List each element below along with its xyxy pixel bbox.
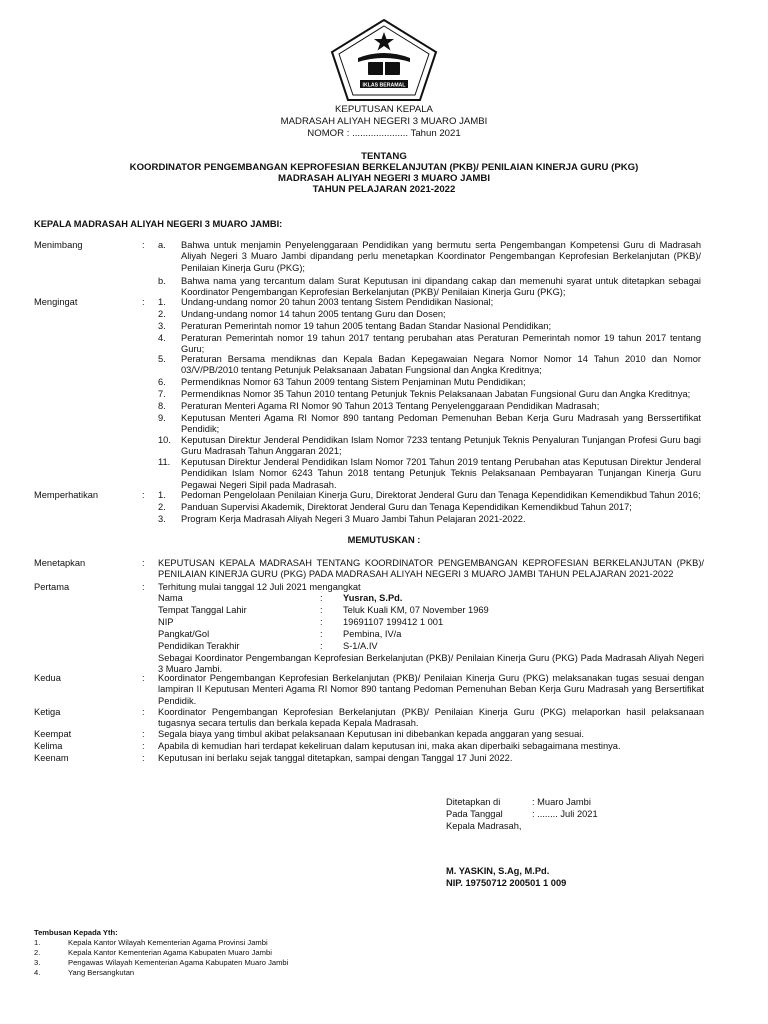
- signer-nip: NIP. 19750712 200501 1 009: [446, 878, 567, 888]
- ketiga-text: Koordinator Pengembangan Keprofesian Berkelanjutan (PKB)/ Penilaian Kinerja Guru (PKG) melaporkan hasil pelaksanaan tugasnya secara tertulis dan berkala kepada Kepala Madrasah.: [158, 707, 704, 729]
- colon: :: [142, 582, 145, 592]
- field-label: Pendidikan Terakhir: [158, 641, 240, 651]
- list-number: 4.: [158, 333, 166, 343]
- mengingat-item: Undang-undang nomor 14 tahun 2005 tentang Guru dan Dosen;: [181, 309, 446, 319]
- mengingat-item: Permendiknas Nomor 35 Tahun 2010 tentang Petunjuk Teknis Pelaksanaan Jabatan Fungsional Guru dan Angka Kreditnya;: [181, 389, 691, 399]
- ketiga-label: Ketiga: [34, 707, 61, 717]
- mengingat-item: Permendiknas Nomor 63 Tahun 2009 tentang Sistem Penjaminan Mutu Pendidikan;: [181, 377, 526, 387]
- colon: :: [142, 753, 145, 763]
- list-number: 1.: [158, 297, 166, 307]
- memperhatikan-item: Panduan Supervisi Akademik, Direktorat Jenderal Guru dan Tenaga Kependidikan Kemendikbud Tahun 2017;: [181, 502, 632, 512]
- list-number: 1.: [158, 490, 166, 500]
- header-line-2: MADRASAH ALIYAH NEGERI 3 MUARO JAMBI: [280, 116, 488, 127]
- colon: :: [320, 641, 323, 651]
- mengingat-item: Peraturan Menteri Agama RI Nomor 90 Tahun 2013 Tentang Penyelenggaraan Pendidikan Madrasah;: [181, 401, 600, 411]
- memutuskan-heading: MEMUTUSKAN :: [347, 535, 421, 545]
- mengingat-item: Keputusan Menteri Agama RI Nomor 890 tantang Pedoman Pemenuhan Beban Kerja Guru Madrasah yang Berssertifikat Pendidik;: [181, 413, 701, 435]
- field-label: Pangkat/Gol: [158, 629, 210, 639]
- list-number: 1.: [34, 938, 41, 947]
- header-line-1: KEPUTUSAN KEPALA: [335, 104, 433, 115]
- list-number: 6.: [158, 377, 166, 387]
- signer-name: M. YASKIN, S.Ag, M.Pd.: [446, 866, 550, 876]
- colon: :: [320, 593, 323, 603]
- field-label: NIP: [158, 617, 174, 627]
- list-number: 2.: [158, 502, 166, 512]
- keempat-text: Segala biaya yang timbul akibat pelaksanaan Keputusan ini dibebankan kepada anggaran yang sesuai.: [158, 729, 584, 739]
- field-value: 19691107 199412 1 001: [343, 617, 444, 627]
- list-number: 2.: [158, 309, 166, 319]
- tanggal-label: Pada Tanggal: [446, 809, 503, 819]
- kelima-text: Apabila di kemudian hari terdapat kekeliruan dalam keputusan ini, maka akan diperbaiki sebagaimana mestinya.: [158, 741, 621, 751]
- memperhatikan-item: Program Kerja Madrasah Aliyah Negeri 3 Muaro Jambi Tahun Pelajaran 2021-2022.: [181, 514, 526, 524]
- list-number: 10.: [158, 435, 171, 445]
- colon: :: [320, 629, 323, 639]
- menimbang-item: Bahwa nama yang tercantum dalam Surat Keputusan ini dipandang cakap dan memenuhi syarat untuk ditetapkan sebagai Koordinator Pengembangan Keprofesian Berkelanjutan (PKB)/ Penilaian Kinerja Guru (PKG);: [181, 276, 701, 298]
- memperhatikan-label: Memperhatikan: [34, 490, 99, 500]
- field-value: Pembina, IV/a: [343, 629, 402, 639]
- mengingat-item: Keputusan Direktur Jenderal Pendidikan Islam Nomor 7201 Tahun 2019 tentang Perubahan atas Keputusan Direktur Jenderal Pendidikan Islam Nomor 6243 Tahun 2018 tentang Petunjuk Teknis Pelaksanaan Pembayaran Tunjangan Kinerja Guru Pegawai Negeri Sipil pada Madrasah.: [181, 457, 701, 490]
- colon: :: [320, 617, 323, 627]
- mengingat-item: Undang-undang nomor 20 tahun 2003 tentang Sistem Pendidikan Nasional;: [181, 297, 494, 307]
- menimbang-label: Menimbang: [34, 240, 83, 250]
- colon: :: [142, 729, 145, 739]
- colon: :: [142, 490, 145, 500]
- mengingat-item: Keputusan Direktur Jenderal Pendidikan Islam Nomor 7233 tentang Petunjuk Teknis Penyaluran Tunjangan Profesi Guru bagi Guru Madrasah Tahun Anggaran 2021;: [181, 435, 701, 457]
- colon: :: [142, 673, 145, 683]
- field-value: S-1/A.IV: [343, 641, 378, 651]
- pentagon-emblem-icon: [328, 18, 440, 102]
- logo-caption: IKLAS BERAMAL: [362, 82, 406, 89]
- ditetapkan-value: : Muaro Jambi: [532, 797, 591, 807]
- list-number: 3.: [34, 958, 41, 967]
- signer-position: Kepala Madrasah,: [446, 821, 522, 831]
- mengingat-item: Peraturan Pemerintah nomor 19 tahun 2005 tentang Badan Standar Nasional Pendidikan;: [181, 321, 552, 331]
- kedua-label: Kedua: [34, 673, 61, 683]
- pertama-outro: Sebagai Koordinator Pengembangan Keprofesian Berkelanjutan (PKB)/ Penilaian Kinerja Guru (PKG) Pada Madrasah Aliyah Negeri 3 Muaro Jambi.: [158, 653, 704, 675]
- title-tentang: TENTANG: [361, 151, 407, 162]
- list-number: 11.: [158, 457, 171, 467]
- kelima-label: Kelima: [34, 741, 63, 751]
- pertama-intro: Terhitung mulai tanggal 12 Juli 2021 mengangkat: [158, 582, 361, 592]
- colon: :: [142, 297, 145, 307]
- menetapkan-label: Menetapkan: [34, 558, 86, 568]
- title-madrasah: MADRASAH ALIYAH NEGERI 3 MUARO JAMBI: [278, 173, 490, 184]
- colon: :: [320, 605, 323, 615]
- memperhatikan-item: Pedoman Pengelolaan Penilaian Kinerja Guru, Direktorat Jenderal Guru dan Tenaga Kependidikan Kemendikbud Tahun 2016;: [181, 490, 701, 500]
- ditetapkan-label: Ditetapkan di: [446, 797, 501, 807]
- list-number: 5.: [158, 354, 166, 364]
- title-year: TAHUN PELAJARAN 2021-2022: [312, 184, 456, 195]
- header-line-3: NOMOR : ..................... Tahun 2021: [307, 128, 461, 139]
- colon: :: [142, 707, 145, 717]
- colon: :: [142, 558, 145, 568]
- tanggal-value: : ........ Juli 2021: [532, 809, 598, 819]
- tembusan-item: Pengawas Wilayah Kementerian Agama Kabupaten Muaro Jambi: [68, 958, 289, 967]
- mengingat-item: Peraturan Pemerintah nomor 19 tahun 2017 tentang perubahan atas Peraturan Pemerintah nomor 19 tahun 2017 tentang Guru;: [181, 333, 701, 355]
- list-number: 7.: [158, 389, 166, 399]
- keenam-label: Keenam: [34, 753, 69, 763]
- list-number: a.: [158, 240, 166, 250]
- mengingat-item: Peraturan Bersama mendiknas dan Kepala Badan Kepegawaian Negara Nomor Nomor 14 Tahun 2010 dan Nomor 03/V/PB/2010 tentang Petunjuk Pelaksanaan Jabatan Fungsional dan Angka Kreditnya;: [181, 354, 701, 376]
- menetapkan-text: KEPUTUSAN KEPALA MADRASAH TENTANG KOORDINATOR PENGEMBANGAN KEPROFESIAN BERKELANJUTAN (PKB)/ PENILAIAN KINERJA GURU (PKG) PADA MADRASAH ALIYAH NEGERI 3 MUARO JAMBI TAHUN PELAJARAN 2021-2022: [158, 558, 704, 580]
- title-subject: KOORDINATOR PENGEMBANGAN KEPROFESIAN BERKELANJUTAN (PKB)/ PENILAIAN KINERJA GURU (PKG): [129, 162, 639, 173]
- field-value-nama: Yusran, S.Pd.: [343, 593, 403, 603]
- tembusan-item: Yang Bersangkutan: [68, 968, 135, 977]
- keenam-text: Keputusan ini berlaku sejak tanggal ditetapkan, sampai dengan Tanggal 17 Juni 2022.: [158, 753, 513, 763]
- list-number: 8.: [158, 401, 166, 411]
- list-number: 2.: [34, 948, 41, 957]
- list-number: 3.: [158, 514, 166, 524]
- tembusan-item: Kepala Kantor Kementerian Agama Kabupaten Muaro Jambi: [68, 948, 272, 957]
- field-label: Tempat Tanggal Lahir: [158, 605, 247, 615]
- tembusan-item: Kepala Kantor Wilayah Kementerian Agama Provinsi Jambi: [68, 938, 268, 947]
- tembusan-title: Tembusan Kepada Yth:: [34, 928, 118, 937]
- field-value: Teluk Kuali KM, 07 November 1969: [343, 605, 489, 615]
- menimbang-item: Bahwa untuk menjamin Penyelenggaraan Pendidikan yang bermutu serta Pengembangan Kompetensi Guru di Madrasah Aliyah Negeri 3 Muaro Jambi dipandang perlu menetapkan Koordinator Pengembangan Keprofesian Berkelanjutan (PKB)/ Penilaian Kinerja Guru (PKG);: [181, 240, 701, 273]
- keempat-label: Keempat: [34, 729, 72, 739]
- kepala-heading: KEPALA MADRASAH ALIYAH NEGERI 3 MUARO JAMBI:: [34, 219, 283, 229]
- field-label: Nama: [158, 593, 183, 603]
- list-number: 4.: [34, 968, 41, 977]
- colon: :: [142, 741, 145, 751]
- kedua-text: Koordinator Pengembangan Keprofesian Berkelanjutan (PKB)/ Penilaian Kinerja Guru (PKG) melaksanakan tugas sesuai dengan lampiran II Keputusan Menteri Agama RI Nomor 890 tantang Pedoman Pemenuhan Beban Kerja Guru Madrasah yang Bersertifikat Pendidik.: [158, 673, 704, 706]
- pertama-label: Pertama: [34, 582, 70, 592]
- list-number: b.: [158, 276, 166, 286]
- list-number: 9.: [158, 413, 166, 423]
- list-number: 3.: [158, 321, 166, 331]
- colon: :: [142, 240, 145, 250]
- mengingat-label: Mengingat: [34, 297, 78, 307]
